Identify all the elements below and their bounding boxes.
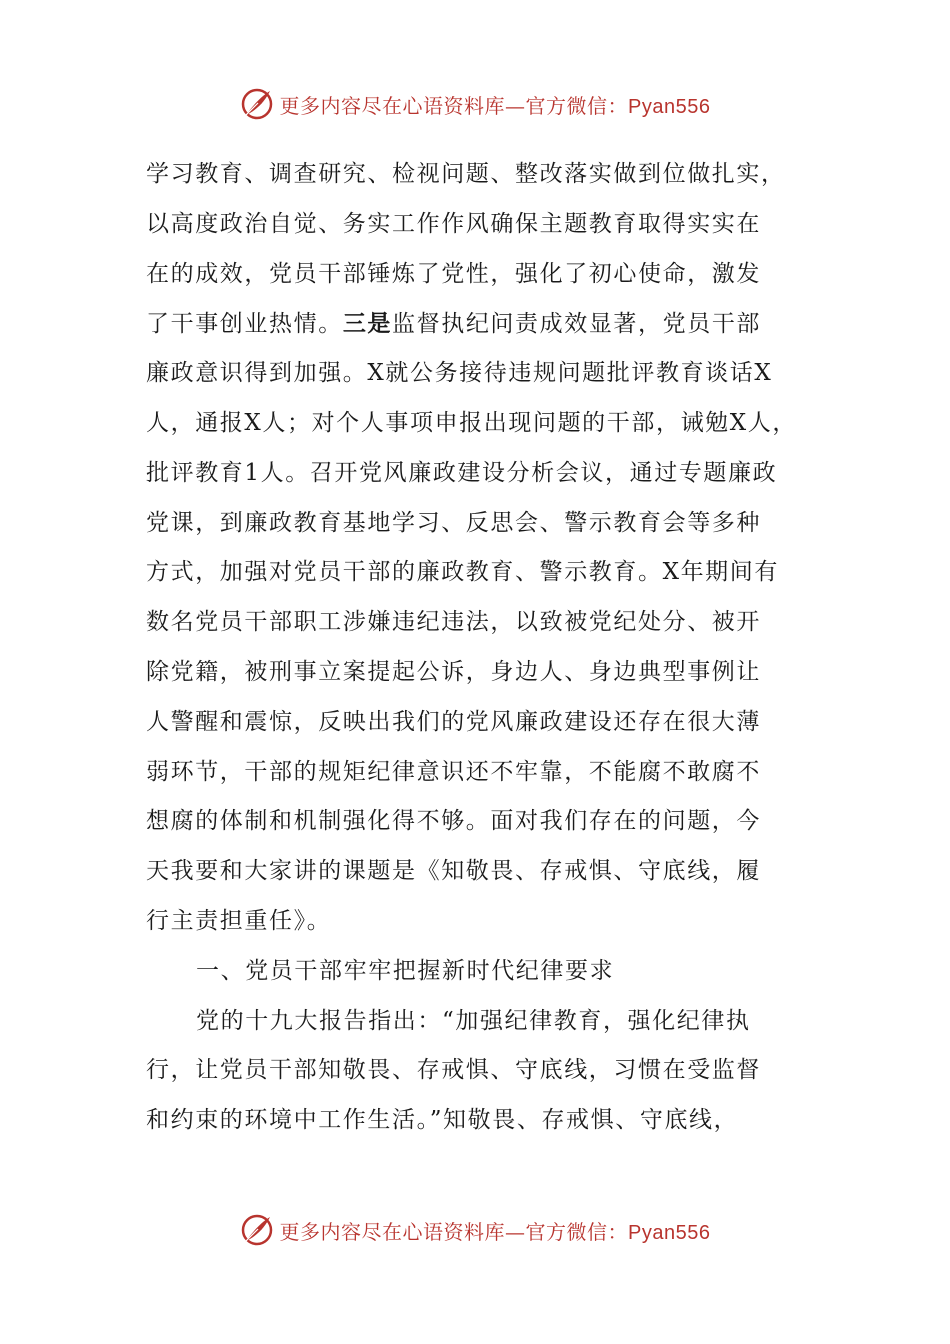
footer-wechat-id: Pyan556	[628, 1221, 711, 1244]
text-line: 党的十九大报告指出：“加强纪律教育，强化纪律执	[196, 1007, 751, 1034]
text-line: 廉政意识得到加强。X就公务接待违规问题批评教育谈话X	[146, 360, 773, 387]
text-segment: 了干事创业热情。	[146, 311, 343, 338]
text-line: 人警醒和震惊，反映出我们的党风廉政建设还存在很大薄	[146, 708, 761, 735]
text-line: 行，让党员干部知敬畏、存戒惧、守底线，习惯在受监督	[146, 1057, 761, 1084]
text-line: 天我要和大家讲的课题是《知敬畏、存戒惧、守底线，履	[146, 858, 761, 885]
footer-banner	[0, 1210, 950, 1250]
text-line: 除党籍，被刑事立案提起公诉，身边人、身边典型事例让	[146, 658, 761, 685]
text-line: 弱环节，干部的规矩纪律意识还不牢靠，不能腐不敢腐不	[146, 758, 761, 785]
footer-banner-text	[280, 1216, 711, 1245]
header-banner-label: 更多内容尽在心语资料库—官方微信：	[279, 93, 629, 118]
text-line: 批评教育1人。召开党风廉政建设分析会议，通过专题廉政	[146, 459, 778, 486]
section-heading: 一、党员干部牢牢把握新时代纪律要求	[196, 957, 615, 984]
header-banner-text	[280, 90, 711, 119]
text-line	[146, 299, 826, 349]
text-line: 学习教育、调查研究、检视问题、整改落实做到位做扎实，	[146, 161, 786, 187]
text-line: 方式，加强对党员干部的廉政教育、警示教育。X年期间有	[146, 559, 779, 586]
text-line: 想腐的体制和机制强化得不够。面对我们存在的问题，今	[146, 808, 761, 835]
bold-marker: 三是	[342, 310, 393, 338]
quill-logo-icon	[240, 1213, 274, 1247]
footer-banner-label: 更多内容尽在心语资料库—官方微信：	[279, 1219, 629, 1244]
text-line: 和约束的环境中工作生活。”知敬畏、存戒惧、守底线，	[146, 1107, 739, 1134]
quill-logo-icon	[240, 87, 274, 121]
text-line: 数名党员干部职工涉嫌违纪违法，以致被党纪处分、被开	[146, 609, 761, 636]
header-wechat-id: Pyan556	[628, 95, 711, 118]
header-banner	[0, 84, 950, 124]
text-segment: 监督执纪问责成效显著，党员干部	[392, 311, 762, 338]
document-body	[146, 150, 826, 1146]
text-line: 以高度政治自觉、务实工作作风确保主题教育取得实实在	[146, 210, 761, 237]
text-line: 人，通报X人；对个人事项申报出现问题的干部，诫勉X人，	[146, 409, 797, 436]
text-line: 在的成效，党员干部锤炼了党性，强化了初心使命，激发	[146, 260, 761, 287]
text-line: 行主责担重任》。	[146, 907, 332, 934]
text-line: 党课，到廉政教育基地学习、反思会、警示教育会等多种	[146, 509, 761, 536]
